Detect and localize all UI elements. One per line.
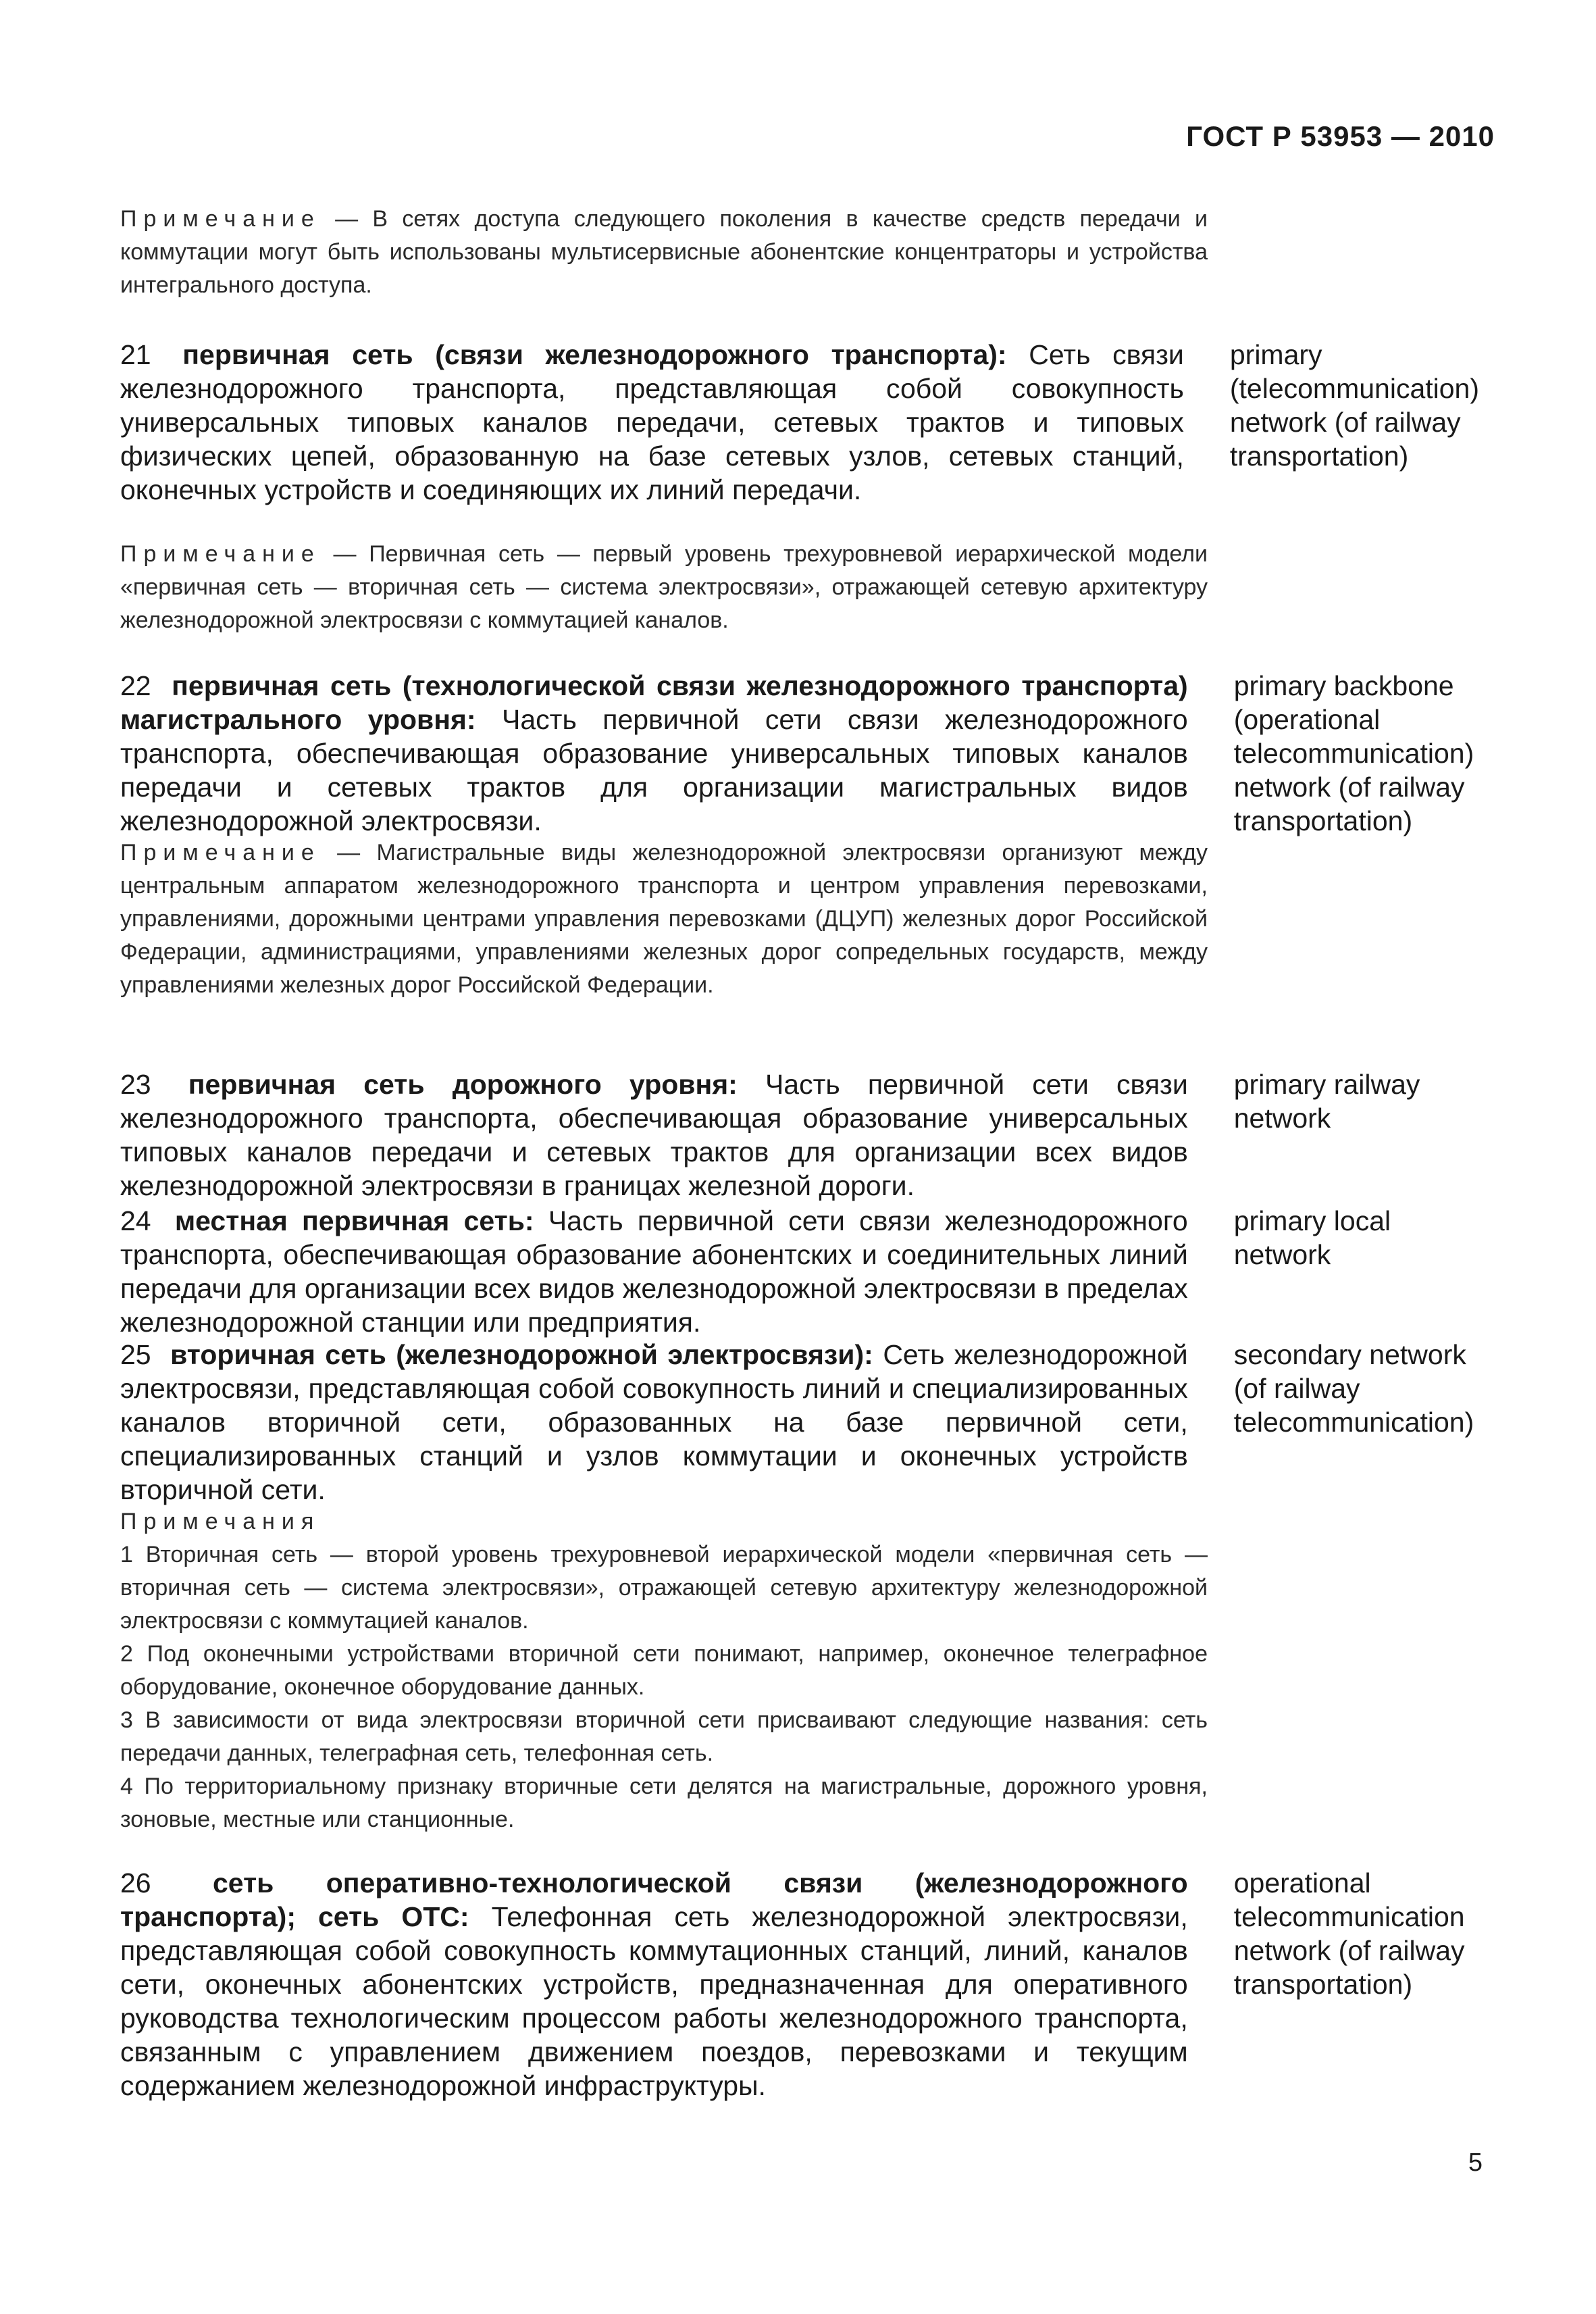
page-number: 5 [1468,2148,1483,2177]
term-definition: Часть первичной сети связи железнодорожного транспорта, обеспечивающая образование универсальных типовых каналов передачи и сетевых трактов для организации всех видов железнодорожной электросвязи в границах железной дороги. [120,1069,1188,1201]
term-number: 23 [120,1069,151,1100]
term-title: сеть оперативно-технологической связи (железнодорожного транспорта); сеть ОТС: [120,1867,1188,1932]
document-header: ГОСТ Р 53953 — 2010 [1186,120,1495,152]
term-english: primary (telecommunication) network (of railway transportation) [1229,339,1479,472]
term-english: primary railway network [1233,1069,1420,1134]
term-definition: Часть первичной сети связи железнодорожного транспорта, обеспечивающая образование универсальных типовых каналов передачи и сетевых трактов для организации магистральных видов железнодорожной электросвязи. [120,704,1188,836]
term-number: 26 [120,1867,151,1898]
term-definition: Телефонная сеть железнодорожной электросвязи, представляющая собой совокупность коммутационных станций, линий, каналов сети, оконечных абонентских устройств, предназначенная для оперативного руководства технологическим процессом работы железнодорожного транспорта, связанным с управлением движением поездов, перевозками и текущим содержанием железнодорожной инфраструктуры. [120,1901,1188,2101]
term-22-row [120,669,1479,838]
term-number: 21 [120,339,151,370]
note-item: 3 В зависимости от вида электросвязи вторичной сети присваивают следующие названия: сеть передачи данных, телеграфная сеть, телефонная сеть. [120,1707,1208,1766]
term-english: operational telecommunication network (of railway transportation) [1233,1867,1465,2000]
term-definition: Часть первичной сети связи железнодорожного транспорта, обеспечивающая образование абонентских и соединительных линий передачи для организации всех видов железнодорожной электросвязи в пределах железнодорожной станции или предприятия. [120,1205,1188,1338]
term-26-row [120,1866,1479,2103]
note-22-row [120,836,1479,1002]
term-english: primary local network [1233,1205,1391,1270]
term-number: 22 [120,670,151,701]
term-number: 25 [120,1339,151,1370]
note-text: — Первичная сеть — первый уровень трехуровневой иерархической модели «первичная сеть — вторичная сеть — система электросвязи», отражающей сетевую архитектуру железнодорожной электросвязи с коммутацией каналов. [120,541,1208,633]
term-21 [120,338,1184,507]
term-english: primary backbone (operational telecommunication) network (of railway transportation) [1233,670,1474,836]
note-22 [120,836,1208,1002]
note-top [120,203,1208,302]
notes-label: Примечания [120,1509,321,1534]
term-number: 24 [120,1205,151,1236]
note-top-row [120,203,1479,302]
term-22 [120,669,1188,838]
term-26 [120,1866,1188,2103]
notes-25-row [120,1505,1479,1836]
term-25 [120,1338,1188,1507]
note-text: — Магистральные виды железнодорожной электросвязи организуют между центральным аппаратом железнодорожного транспорта и центром управления перевозками, управлениями, дорожными центрами управления перевозками (ДЦУП) железных дорог Российской Федерации, администрациями, управлениями железных дорог сопредельных государств, между управлениями железных дорог Российской Федерации. [120,840,1208,998]
note-21-row [120,538,1479,637]
term-title: первичная сеть (технологической связи железнодорожного транспорта) магистрального уровня: [120,670,1188,735]
term-title: вторичная сеть (железнодорожной электросвязи): [170,1339,873,1370]
note-label: Примечание [120,840,321,865]
term-definition: Сеть железнодорожной электросвязи, представляющая собой совокупность линий и специализированных каналов вторичной сети, образованных на базе первичной сети, специализированных станций и узлов коммутации и оконечных устройств вторичной сети. [120,1339,1188,1505]
note-label: Примечание [120,541,321,567]
term-24-row [120,1204,1479,1339]
term-23-row [120,1067,1479,1203]
note-label: Примечание [120,206,321,232]
note-text: — В сетях доступа следующего поколения в качестве средств передачи и коммутации могут быть использованы мультисервисные абонентские концентраторы и устройства интегрального доступа. [120,206,1208,298]
term-24 [120,1204,1188,1339]
term-23 [120,1067,1188,1203]
notes-25 [120,1505,1208,1836]
term-english: secondary network (of railway telecommunication) [1233,1339,1474,1438]
note-item: 2 Под оконечными устройствами вторичной сети понимают, например, оконечное телеграфное оборудование, оконечное оборудование данных. [120,1641,1208,1700]
term-definition: Сеть связи железнодорожного транспорта, представляющая собой совокупность универсальных типовых каналов передачи, сетевых трактов и типовых физических цепей, образованную на базе сетевых узлов, сетевых станций, оконечных устройств и соединяющих их линий передачи. [120,339,1184,505]
term-title: первичная сеть (связи железнодорожного транспорта): [182,339,1007,370]
note-item: 4 По территориальному признаку вторичные сети делятся на магистральные, дорожного уровня, зоновые, местные или станционные. [120,1774,1208,1832]
term-25-row [120,1338,1479,1507]
term-21-row [120,338,1479,507]
term-title: первичная сеть дорожного уровня: [188,1069,738,1100]
note-21 [120,538,1208,637]
note-item: 1 Вторичная сеть — второй уровень трехуровневой иерархической модели «первичная сеть — вторичная сеть — система электросвязи», отражающей сетевую архитектуру железнодорожной электросвязи с коммутацией каналов. [120,1542,1208,1634]
term-title: местная первичная сеть: [174,1205,534,1236]
